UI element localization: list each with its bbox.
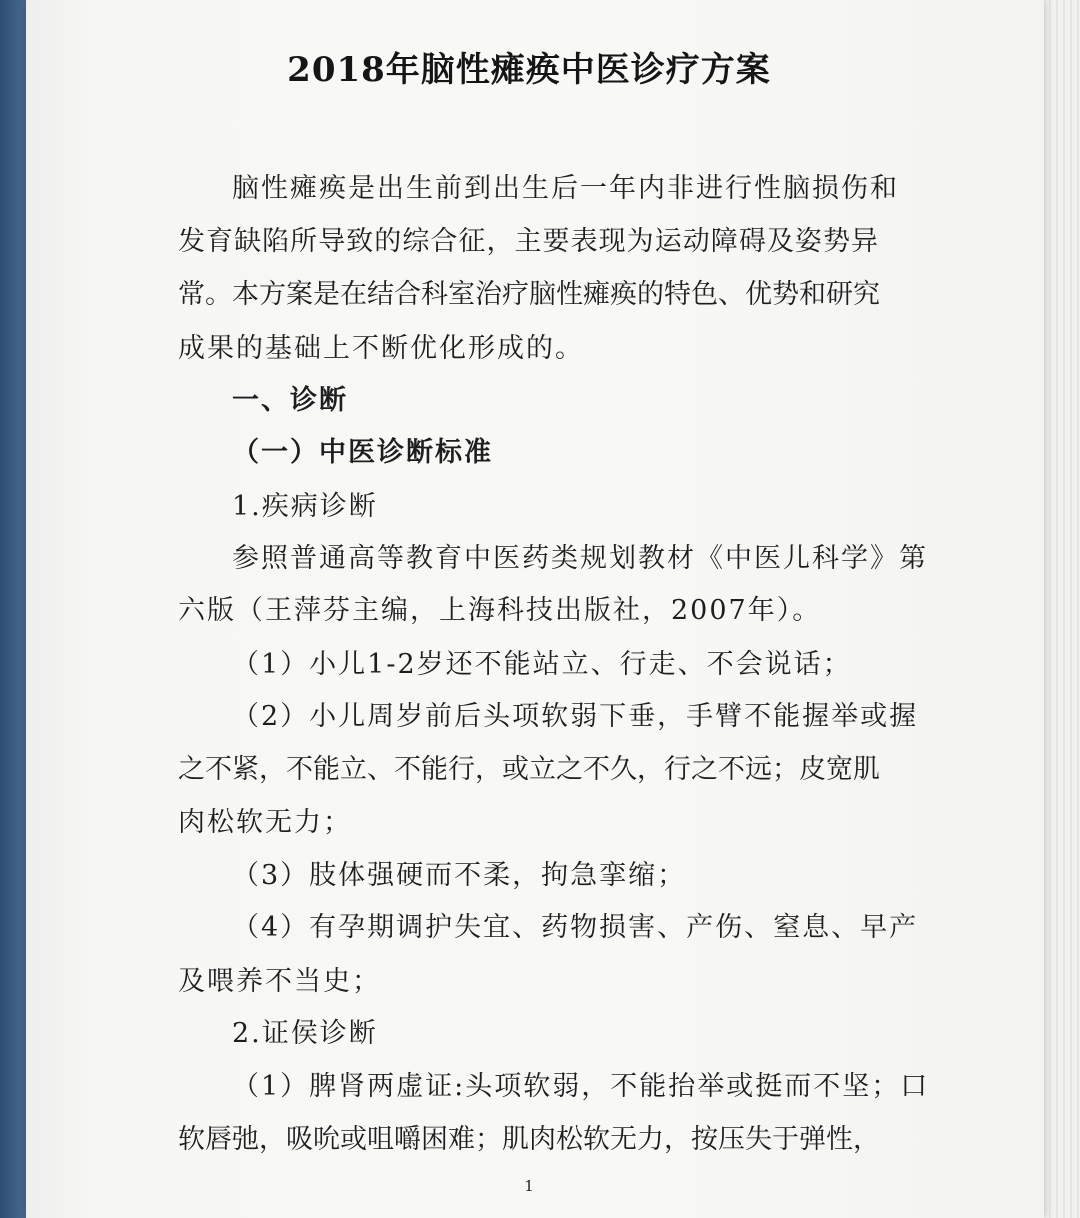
subsection-heading-tcm-criteria: （一）中医诊断标准 <box>232 437 493 468</box>
criterion-2-line-2: 之不紧，不能立、不能行，或立之不久，行之不远；皮宽肌 <box>178 754 880 785</box>
criterion-4-line-1: （4）有孕期调护失宜、药物损害、产伤、窒息、早产 <box>232 912 919 943</box>
intro-line-4: 成果的基础上不断优化形成的。 <box>178 333 584 364</box>
intro-line-2: 发育缺陷所导致的综合征，主要表现为运动障碍及姿势异 <box>178 226 878 257</box>
page-number: 1 <box>524 1177 534 1195</box>
reference-line-2: 六版（王萍芬主编，上海科技出版社，2007年）。 <box>178 595 822 626</box>
criterion-1: （1）小儿1-2岁还不能站立、行走、不会说话； <box>232 649 852 680</box>
criterion-4-line-2: 及喂养不当史； <box>178 966 381 997</box>
syndrome-line-2: 软唇弛，吸吮或咀嚼困难；肌肉松软无力，按压失于弹性， <box>178 1124 880 1155</box>
intro-line-1: 脑性瘫痪是出生前到出生后一年内非进行性脑损伤和 <box>232 173 899 204</box>
criterion-3: （3）肢体强硬而不柔，拘急挛缩； <box>232 860 687 891</box>
criterion-2-line-1: （2）小儿周岁前后头项软弱下垂，手臂不能握举或握 <box>232 701 919 732</box>
reference-line-1: 参照普通高等教育中医药类规划教材《中医儿科学》第 <box>232 543 928 574</box>
item-heading-disease-diagnosis: 1.疾病诊断 <box>232 491 378 522</box>
criterion-2-line-3: 肉松软无力； <box>178 807 352 838</box>
item-heading-syndrome-diagnosis: 2.证侯诊断 <box>232 1018 378 1049</box>
section-heading-diagnosis: 一、诊断 <box>232 385 348 416</box>
document-title: 2018年脑性瘫痪中医诊疗方案 <box>287 50 771 90</box>
intro-line-3: 常。本方案是在结合科室治疗脑性瘫痪的特色、优势和研究 <box>178 279 880 310</box>
syndrome-line-1: （1）脾肾两虚证:头项软弱，不能抬举或挺而不坚；口 <box>232 1071 930 1102</box>
